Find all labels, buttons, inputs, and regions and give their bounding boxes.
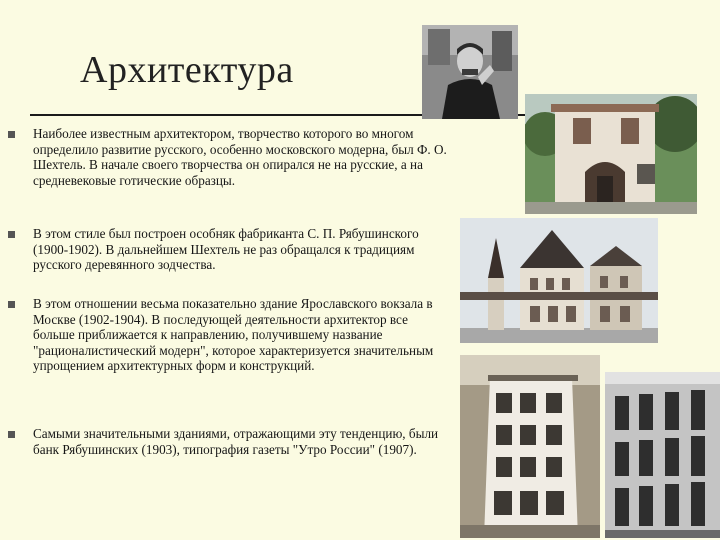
yaroslavsky-station-photo (460, 218, 658, 343)
portrait-photo (422, 25, 518, 119)
bullet-marker (8, 431, 15, 438)
paragraph-3: В этом отношении весьма показательно здание Ярославского вокзала в Москве (1902-1904). В последующей деятельности архитектор все больше приближается к направлению, получившему название "рационалистический модерн", которое характеризуется значительным упрощением архитектурных форм и конструкций. (33, 296, 434, 373)
bullet-marker (8, 231, 15, 238)
ryabushinsky-bank-photo (605, 372, 720, 538)
bullet-marker (8, 301, 15, 308)
paragraph-4: Самыми значительными зданиями, отражающими эту тенденцию, были банк Рябушинских (1903), типография газеты "Утро России" (1907). (33, 426, 439, 457)
ryabushinsky-mansion-photo (525, 94, 697, 214)
slide-title: Архитектура (80, 49, 294, 91)
paragraph-2: В этом стиле был построен особняк фабриканта С. П. Рябушинского (1900-1902). В дальнейшем Шехтель не раз обращался к традициям русского деревянного зодчества. (33, 226, 419, 272)
bullet-marker (8, 131, 15, 138)
utro-rossii-printing-house-photo (460, 355, 600, 538)
paragraph-1: Наиболее известным архитектором, творчество которого во многом определило развитие русского, особенно московского модерна, был Ф. О. Шехтель. В начале своего творчества он опирался не на русские, а на средневековые готические образцы. (33, 126, 447, 188)
